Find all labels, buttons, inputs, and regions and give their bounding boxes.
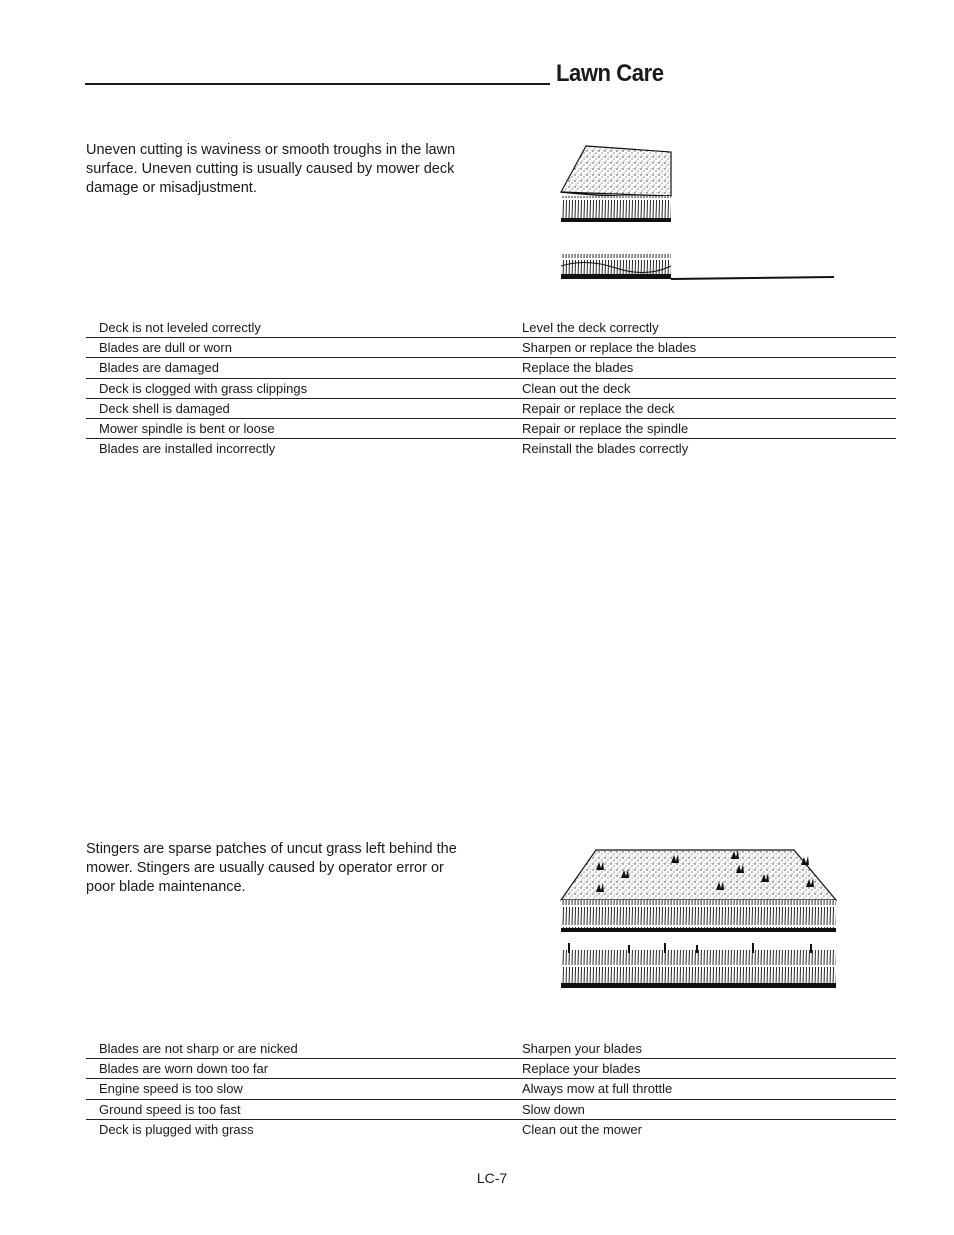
cause-cell: Engine speed is too slow [99, 1081, 243, 1097]
table-row [86, 337, 896, 357]
table-row [86, 438, 896, 458]
table-row [86, 398, 896, 418]
cause-cell: Blades are dull or worn [99, 340, 232, 356]
cause-cell: Blades are installed incorrectly [99, 441, 276, 457]
remedy-cell: Slow down [522, 1101, 585, 1117]
cause-cell: Deck is clogged with grass clippings [99, 380, 308, 396]
cause-cell: Deck is plugged with grass [99, 1121, 254, 1137]
table-row [86, 378, 896, 398]
stingers-description: Stingers are sparse patches of uncut grass left behind the mower. Stingers are usually caused by operator error or poor blade maintenance. [86, 841, 457, 895]
table-row [86, 418, 896, 438]
uneven-cut-illustration [556, 138, 841, 288]
stingers-illustration [556, 845, 841, 995]
remedy-cell: Replace your blades [522, 1061, 641, 1077]
table-row [86, 1099, 896, 1119]
remedy-cell: Replace the blades [522, 360, 634, 376]
remedy-cell: Repair or replace the spindle [522, 421, 689, 437]
remedy-cell: Sharpen your blades [522, 1041, 642, 1057]
remedy-cell: Repair or replace the deck [522, 400, 675, 416]
page-title: Lawn Care [556, 60, 664, 87]
table-row [86, 318, 896, 337]
remedy-cell: Reinstall the blades correctly [522, 441, 689, 457]
remedy-cell: Sharpen or replace the blades [522, 340, 697, 356]
remedy-cell: Always mow at full throttle [522, 1081, 673, 1097]
remedy-cell: Clean out the deck [522, 380, 631, 396]
table-row [86, 357, 896, 377]
stingers-table [86, 1039, 896, 1139]
table-row [86, 1119, 896, 1139]
uneven-cut-table [86, 318, 896, 458]
remedy-cell: Clean out the mower [522, 1121, 642, 1137]
cause-cell: Blades are not sharp or are nicked [99, 1041, 298, 1057]
cause-cell: Deck shell is damaged [99, 400, 230, 416]
uneven-cut-description: Uneven cutting is waviness or smooth troughs in the lawn surface. Uneven cutting is usually caused by mower deck damage or misadjustment. [86, 142, 456, 196]
cause-cell: Ground speed is too fast [99, 1101, 241, 1117]
table-row [86, 1058, 896, 1078]
cause-cell: Deck is not leveled correctly [99, 320, 261, 336]
page-number: LC-7 [476, 1170, 508, 1186]
cause-cell: Blades are worn down too far [99, 1061, 269, 1077]
cause-cell: Mower spindle is bent or loose [99, 421, 275, 437]
table-row [86, 1078, 896, 1098]
table-row [86, 1039, 896, 1058]
header-rule [85, 83, 550, 85]
cause-cell: Blades are damaged [99, 360, 219, 376]
remedy-cell: Level the deck correctly [522, 320, 659, 336]
